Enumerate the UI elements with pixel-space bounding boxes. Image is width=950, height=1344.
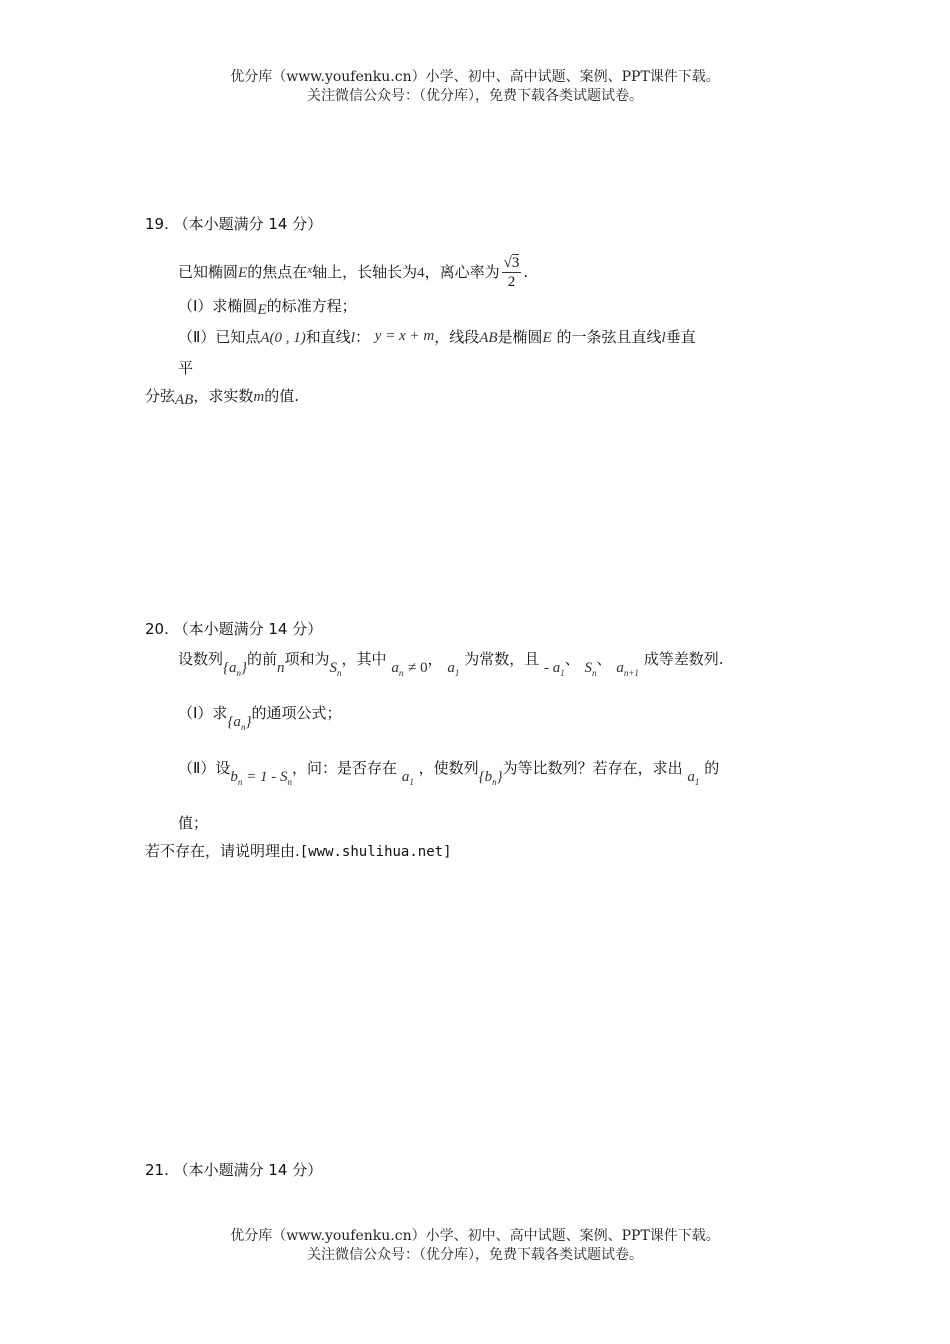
source-link[interactable]: [www.shulihua.net] <box>299 844 452 860</box>
q20-part-1: （Ⅰ）求$\{a_n\}$的通项公式； <box>178 704 342 732</box>
q19-part-2-wrap: 平 <box>178 359 194 377</box>
q19-part-1: （Ⅰ）求椭圆E的标准方程； <box>178 297 357 318</box>
q19-part-2-cont: 分弦AB，求实数m的值. <box>145 387 299 408</box>
q21-title: 21. （本小题满分 14 分） <box>145 1161 323 1179</box>
eccentricity-fraction: $\frac{√3}{2}$ <box>503 255 520 290</box>
header-line-2: 关注微信公众号：（优分库），免费下载各类试题试卷。 <box>307 88 643 104</box>
q20-part-2-cont: 若不存在，请说明理由.[www.shulihua.net] <box>145 842 452 860</box>
q19-stem: 已知椭圆E的焦点在$^x$轴上，长轴长为4，离心率为 $\frac{√3}{2}$ . <box>178 255 529 290</box>
q20-part-2-wrap: 值； <box>178 814 209 832</box>
q20-stem: 设数列$\{a_n\}$的前n项和为$S_n$，其中 $a_n \ne 0$， $a_1$ 为常数，且 - $a_1$、 $S_n$、 $a_{n+1}$ 成等差数列. <box>178 650 724 678</box>
header-line-1: 优分库（www.youfenku.cn）小学、初中、高中试题、案例、PPT课件下载。 <box>230 69 720 85</box>
q20-part-2: （Ⅱ）设$b_n = 1 - S_n$，问：是否存在 $a_1$ ，使数列$\{b_n\}$为等比数列？若存在，求出 $a_1$ 的 <box>178 759 720 787</box>
q19-title: 19. （本小题满分 14 分） <box>145 215 323 233</box>
q20-title: 20. （本小题满分 14 分） <box>145 620 323 638</box>
footer-line-1: 优分库（www.youfenku.cn）小学、初中、高中试题、案例、PPT课件下载。 <box>230 1228 720 1244</box>
q19-part-2: （Ⅱ）已知点A(0 , 1)和直线l： y = x + m，线段AB是椭圆E 的一条弦且直线l垂直 <box>178 328 696 346</box>
footer-line-2: 关注微信公众号：（优分库），免费下载各类试题试卷。 <box>307 1247 643 1263</box>
